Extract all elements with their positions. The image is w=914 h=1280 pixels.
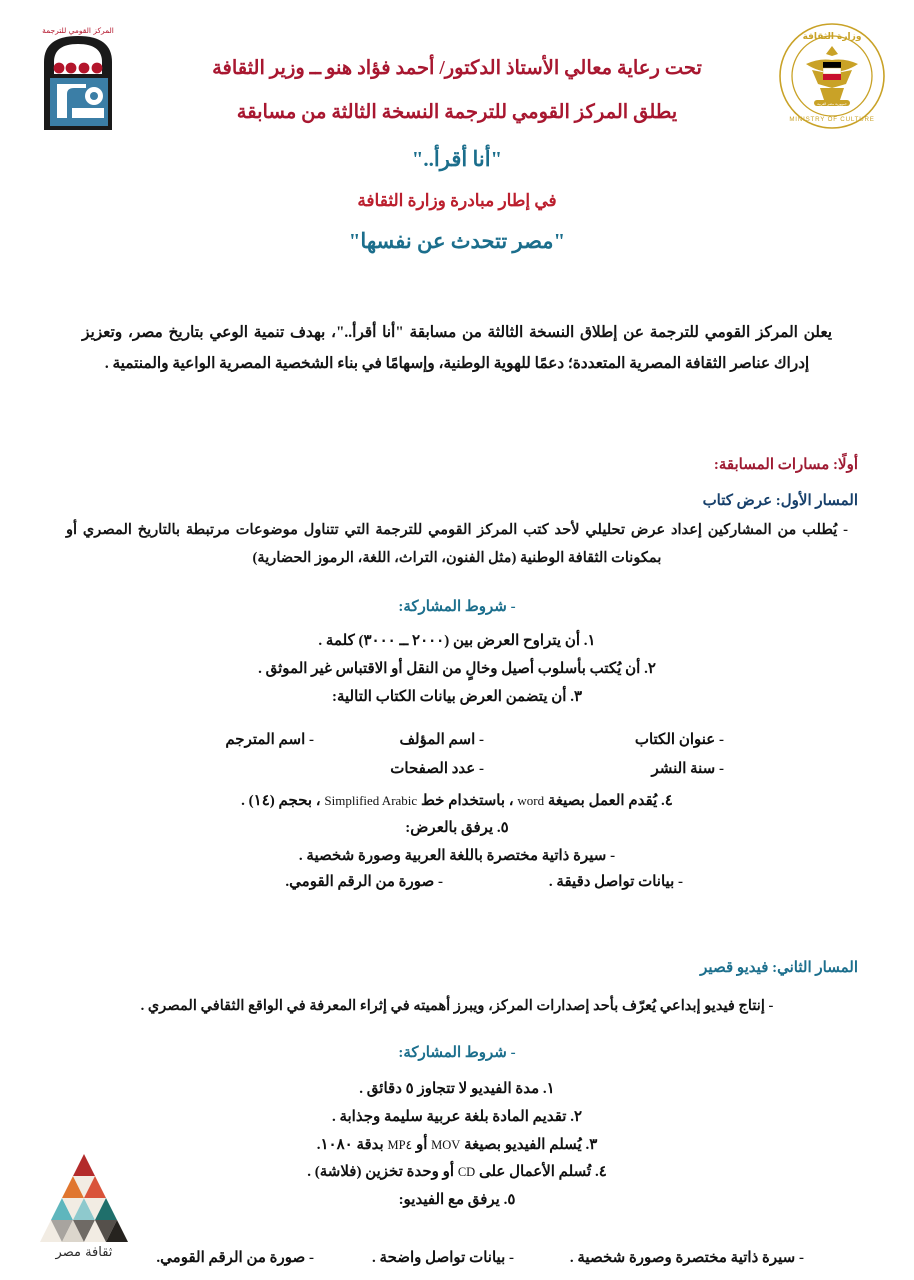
- attachment-national-id: - صورة من الرقم القومي.: [285, 874, 443, 890]
- attachment-contact-data: - بيانات تواصل واضحة .: [372, 1250, 514, 1266]
- book-field-spacer: [154, 759, 314, 778]
- track-two-heading: المسار الثاني: فيديو قصير: [700, 960, 858, 976]
- track-two-conditions-heading: - شروط المشاركة:: [398, 1045, 516, 1061]
- condition4-format: word: [517, 793, 545, 808]
- document-header: [0, 58, 914, 253]
- attachment-national-id: - صورة من الرقم القومي.: [156, 1250, 314, 1266]
- book-field-author: - اسم المؤلف: [399, 732, 484, 748]
- list-item: ٢. أن يُكتب بأسلوب أصيل وخالٍ من النقل أو الاقتباس غير الموثق .: [258, 660, 656, 677]
- condition4-suffix: ، بحجم (١٤) .: [241, 793, 321, 809]
- culture-of-egypt-logo: [28, 1148, 140, 1260]
- track-one-conditions-heading: - شروط المشاركة:: [398, 599, 516, 615]
- book-field-title: - عنوان الكتاب: [634, 732, 724, 748]
- video-condition4-suffix: أو وحدة تخزين (فلاشة) .: [307, 1164, 455, 1181]
- track-one-book-data-row-2: [0, 759, 914, 778]
- track-one-condition-4: [0, 788, 914, 816]
- list-item: - سيرة ذاتية مختصرة باللغة العربية وصورة شخصية .: [298, 848, 616, 864]
- nct-logo-wordmark: المركز القومي للترجمة: [42, 26, 114, 35]
- list-item: ٢. تقديم المادة بلغة عربية سليمة وجذابة .: [331, 1108, 583, 1125]
- list-item: ٥. يرفق مع الفيديو:: [398, 1192, 516, 1208]
- track-one-description: - يُطلب من المشاركين إعداد عرض تحليلي لأحد كتب المركز القومي للترجمة التي تتناول موضوعات مرتبطة بالتاريخ المصري أو بمكونات الثقافة الوطنية (مثل الفنون، التراث، اللغة، الرموز الحضارية): [66, 522, 848, 567]
- track-one-attachments-row-2: [0, 872, 914, 891]
- video-condition3-prefix: ٣. يُسلم الفيديو بصيغة: [464, 1136, 598, 1153]
- track-one-book-data-row-1: [0, 730, 914, 749]
- header-announcement-line: يطلق المركز القومي للترجمة النسخة الثالثة من مسابقة: [236, 102, 678, 124]
- video-condition4-media: CD: [457, 1165, 476, 1180]
- list-item: ٣. أن يتضمن العرض بيانات الكتاب التالية:: [331, 688, 583, 705]
- track-one-heading: المسار الأول: عرض كتاب: [702, 493, 858, 509]
- condition4-font-name: Simplified Arabic: [324, 793, 418, 808]
- seal-arabic-wordmark: وزارة الثقافة: [802, 32, 862, 42]
- header-competition-title: "أنا أقرأ..": [411, 146, 503, 171]
- attachment-cv-and-photo: - سيرة ذاتية مختصرة وصورة شخصية .: [569, 1250, 804, 1266]
- list-item: ١. مدة الفيديو لا تتجاوز ٥ دقائق .: [359, 1081, 555, 1097]
- list-item: ٥. يرفق بالعرض:: [405, 820, 509, 836]
- video-condition3-format-mov: MOV: [431, 1137, 461, 1152]
- condition4-prefix: ٤. يُقدم العمل بصيغة: [547, 793, 673, 809]
- book-field-translator: - اسم المترجم: [225, 732, 314, 748]
- track-one-attachments-row-1: [0, 843, 914, 871]
- header-patronage-line: تحت رعاية معالي الأستاذ الدكتور/ أحمد فؤاد هنو ــ وزير الثقافة: [212, 58, 702, 79]
- seal-latin-wordmark: MINISTRY OF CULTURE: [789, 116, 875, 123]
- book-field-publication-year: - سنة النشر: [651, 761, 724, 777]
- list-item: ١. أن يتراوح العرض بين (٢٠٠٠ ــ ٣٠٠٠) كلمة .: [318, 633, 596, 649]
- video-condition3-format-mp4: MP٤: [387, 1137, 413, 1152]
- section-heading-tracks: أولًا: مسارات المسابقة:: [713, 457, 858, 473]
- track-two-description: - إنتاج فيديو إبداعي يُعرّف بأحد إصدارات المركز، ويبرز أهميته في إثراء المعرفة في الواقع الثقافي المصري .: [140, 998, 774, 1014]
- book-field-page-count: - عدد الصفحات: [390, 761, 484, 777]
- attachment-contact-data: - بيانات تواصل دقيقة .: [548, 874, 683, 890]
- intro-paragraph: يعلن المركز القومي للترجمة عن إطلاق النسخة الثالثة من مسابقة "أنا أقرأ.."، بهدف تنمية الوعي بتاريخ مصر، وتعزيز إدراك عناصر الثقافة المصرية المتعددة؛ دعمًا للهوية الوطنية، وإسهامًا في بناء الشخصية المصرية الواعية والمنتمية .: [82, 324, 832, 372]
- header-initiative-title: "مصر تتحدث عن نفسها": [348, 228, 566, 253]
- track-one-condition-5-heading: [0, 815, 914, 843]
- condition4-middle: ، باستخدام خط: [420, 793, 514, 809]
- video-condition3-suffix: بدقة ١٠٨٠.: [316, 1136, 384, 1153]
- video-condition3-middle: أو: [415, 1136, 428, 1153]
- culture-egypt-wordmark: ثقافة مصر: [55, 1245, 113, 1260]
- seal-inner-arabic-text: جمهورية مصر العربية: [817, 102, 847, 106]
- header-initiative-framing: في إطار مبادرة وزارة الثقافة: [357, 190, 557, 210]
- video-condition4-prefix: ٤. تُسلم الأعمال على: [478, 1164, 607, 1181]
- track-one-conditions-list: [0, 628, 914, 711]
